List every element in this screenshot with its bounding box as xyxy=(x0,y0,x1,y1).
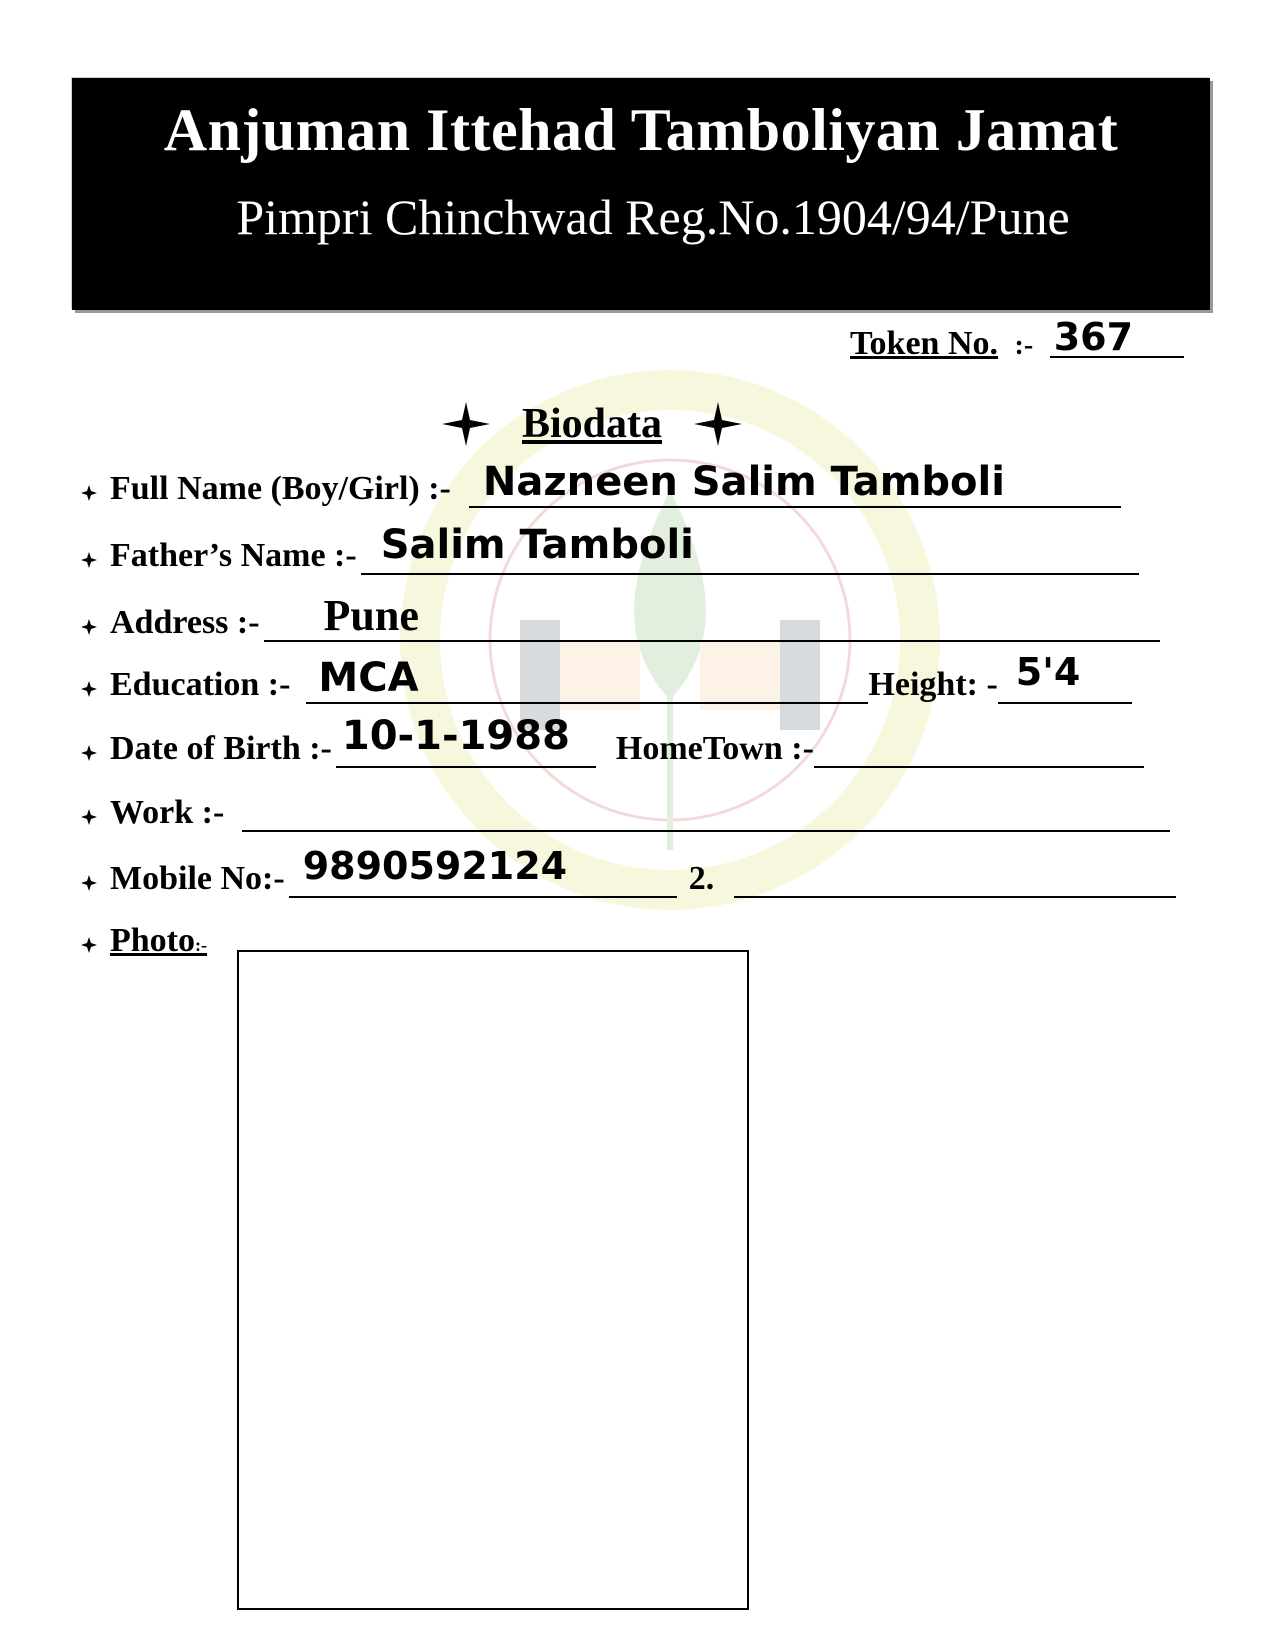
diamond-bullet-icon xyxy=(80,618,98,636)
height-label: Height: - xyxy=(868,666,998,703)
photo-label xyxy=(110,922,207,960)
token-number xyxy=(850,315,1184,363)
education-field[interactable] xyxy=(306,655,868,704)
diamond-bullet-icon xyxy=(80,680,98,698)
full-name-value: Nazneen Salim Tamboli xyxy=(482,459,1005,505)
education-row xyxy=(80,650,1132,704)
height-value: 5'4 xyxy=(1015,650,1081,694)
diamond-bullet-icon xyxy=(80,808,98,826)
form-title xyxy=(440,398,744,450)
header-banner xyxy=(72,78,1210,310)
token-separator: :- xyxy=(1014,330,1034,361)
full-name-field[interactable] xyxy=(469,459,1121,508)
photo-box[interactable] xyxy=(237,950,749,1610)
organization-subtitle: Pimpri Chinchwad Reg.No.1904/94/Pune xyxy=(236,189,1070,245)
dob-field[interactable] xyxy=(336,713,596,768)
address-field[interactable] xyxy=(264,591,1160,642)
organization-title: Anjuman Ittehad Tamboliyan Jamat xyxy=(163,97,1119,163)
full-name-label: Full Name (Boy/Girl) :- xyxy=(110,470,451,507)
work-row xyxy=(80,782,1170,832)
token-value[interactable]: 367 xyxy=(1050,318,1184,358)
education-label: Education :- xyxy=(110,666,291,703)
diamond-bullet-icon xyxy=(80,874,98,892)
photo-label-suffix: :- xyxy=(195,935,207,955)
mobile-row xyxy=(80,844,1176,898)
hometown-field[interactable] xyxy=(814,732,1144,768)
mobile-field[interactable] xyxy=(289,844,677,898)
dob-row xyxy=(80,713,1144,768)
full-name-row xyxy=(80,458,1121,508)
height-field[interactable] xyxy=(998,650,1132,704)
father-name-label: Father’s Name :- xyxy=(110,537,357,574)
diamond-bullet-icon xyxy=(80,484,98,502)
father-name-field[interactable] xyxy=(361,522,1139,575)
address-value: Pune xyxy=(323,591,419,640)
mobile-label: Mobile No:- xyxy=(110,860,285,897)
star-left-icon xyxy=(440,398,492,450)
father-name-row xyxy=(80,522,1139,575)
diamond-bullet-icon xyxy=(80,936,98,954)
star-right-icon xyxy=(692,398,744,450)
dob-value: 10-1-1988 xyxy=(341,713,570,759)
address-label: Address :- xyxy=(110,604,260,641)
mobile2-label: 2. xyxy=(688,860,715,897)
mobile2-field[interactable] xyxy=(734,862,1176,898)
work-field[interactable] xyxy=(242,796,1170,832)
biodata-heading: Biodata xyxy=(522,401,663,447)
diamond-bullet-icon xyxy=(80,551,98,569)
photo-label-text: Photo xyxy=(110,922,195,959)
father-name-value: Salim Tamboli xyxy=(380,522,694,568)
mobile-value: 9890592124 xyxy=(302,844,568,888)
photo-row xyxy=(80,910,207,960)
diamond-bullet-icon xyxy=(80,744,98,762)
dob-label: Date of Birth :- xyxy=(110,730,332,767)
address-row xyxy=(80,592,1160,642)
token-label: Token No. xyxy=(850,325,999,362)
work-label: Work :- xyxy=(110,794,225,831)
hometown-label: HomeTown :- xyxy=(615,730,814,767)
education-value: MCA xyxy=(318,655,419,701)
